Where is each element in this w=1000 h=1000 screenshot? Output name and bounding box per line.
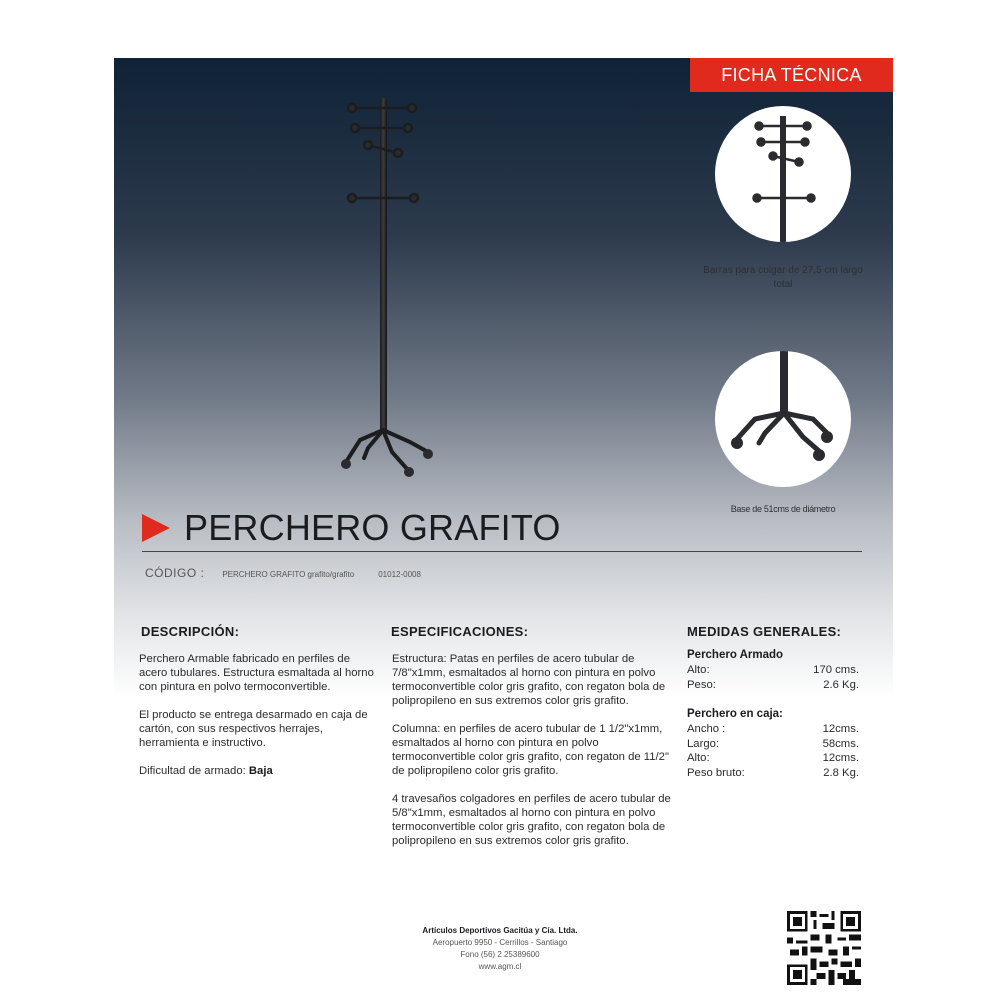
company-phone: Fono (56) 2 25389600 bbox=[460, 950, 540, 959]
qr-code-icon[interactable] bbox=[787, 911, 861, 985]
company-address: Aeropuerto 9950 - Cerrillos - Santiago bbox=[432, 938, 568, 947]
difficulty-line bbox=[139, 764, 379, 778]
measure-row bbox=[687, 766, 859, 781]
measure-value: 12cms. bbox=[822, 752, 859, 764]
specs-heading: ESPECIFICACIONES: bbox=[391, 624, 529, 639]
measure-row bbox=[687, 722, 859, 737]
base-caption: Base de 51cms de diámetro bbox=[730, 504, 836, 514]
box-title: Perchero en caja: bbox=[687, 708, 783, 720]
assembled-title: Perchero Armado bbox=[687, 649, 784, 661]
play-arrow-icon bbox=[142, 514, 170, 542]
measure-row bbox=[687, 678, 859, 693]
specs-paragraph: 4 travesaños colgadores en perfiles de acero tubular de 5/8"x1mm, esmaltados al horno con pintura en polvo termoconvertible color gris grafito, con regaton bola de polipropileno en sus extremos color gris grafito. bbox=[392, 793, 671, 847]
divider bbox=[142, 551, 862, 552]
description-paragraph: El producto se entrega desarmado en caja de cartón, con sus respectivos herrajes, herramienta e instructivo. bbox=[139, 709, 368, 749]
description-heading: DESCRIPCIÓN: bbox=[141, 624, 240, 639]
measure-value: 58cms. bbox=[822, 737, 859, 750]
measure-value: 170 cms. bbox=[813, 664, 859, 676]
spacer bbox=[687, 692, 859, 708]
base-detail bbox=[715, 351, 851, 487]
measure-label: Largo: bbox=[687, 737, 720, 750]
hanger-bars-detail bbox=[715, 106, 851, 242]
measure-label: Peso: bbox=[687, 678, 716, 691]
description-paragraph: Perchero Armable fabricado en perfiles de acero tubulares. Estructura esmaltada al horno con pintura en polvo termoconvertible. bbox=[139, 653, 374, 693]
code-number: 01012-0008 bbox=[378, 570, 421, 579]
code-row bbox=[145, 566, 421, 580]
product-title: PERCHERO GRAFITO bbox=[184, 507, 561, 548]
difficulty-value: Baja bbox=[248, 765, 273, 777]
measures-column bbox=[687, 649, 859, 780]
specs-paragraph: Estructura: Patas en perfiles de acero tubular de 7/8"x1mm, esmaltados al horno con pintura en polvo termoconvertible color gris grafito, con regaton bola de polipropileno en sus extremos color gris grafito. bbox=[392, 653, 666, 707]
code-name: PERCHERO GRAFITO grafito/grafito bbox=[222, 570, 355, 579]
measure-row bbox=[687, 737, 859, 752]
ficha-tecnica-badge bbox=[690, 58, 893, 92]
measure-value: 2.8 Kg. bbox=[823, 766, 859, 779]
measure-label: Peso bruto: bbox=[687, 766, 745, 779]
company-website[interactable]: www.agm.cl bbox=[478, 962, 522, 971]
measure-value: 12cms. bbox=[822, 723, 859, 735]
measure-label: Alto: bbox=[687, 752, 710, 764]
specs-paragraph: Columna: en perfiles de acero tubular de 1 1/2"x1mm, esmaltados al horno con pintura en polvo termoconvertible color gris grafito, con regaton de 11/2" de polipropileno color gris grafito. bbox=[392, 723, 669, 777]
measure-row bbox=[687, 751, 859, 766]
measure-row bbox=[687, 663, 859, 678]
difficulty-label: Dificultad de armado: bbox=[139, 765, 246, 777]
measure-value: 2.6 Kg. bbox=[823, 678, 859, 691]
code-label: CÓDIGO : bbox=[145, 566, 205, 580]
specs-column bbox=[392, 652, 682, 862]
product-title-block bbox=[142, 507, 561, 549]
measure-label: Alto: bbox=[687, 664, 710, 676]
measures-heading: MEDIDAS GENERALES: bbox=[687, 624, 842, 639]
company-footer bbox=[380, 925, 620, 973]
measure-label: Ancho : bbox=[687, 723, 726, 735]
description-column bbox=[139, 652, 379, 792]
badge-label: FICHA TÉCNICA bbox=[721, 64, 862, 85]
company-name: Artículos Deportivos Gacitúa y Cía. Ltda. bbox=[422, 926, 578, 935]
coat-rack-image bbox=[330, 90, 440, 480]
hanger-bars-caption: Barras para colgar de 27,5 cm largo total bbox=[703, 265, 863, 290]
